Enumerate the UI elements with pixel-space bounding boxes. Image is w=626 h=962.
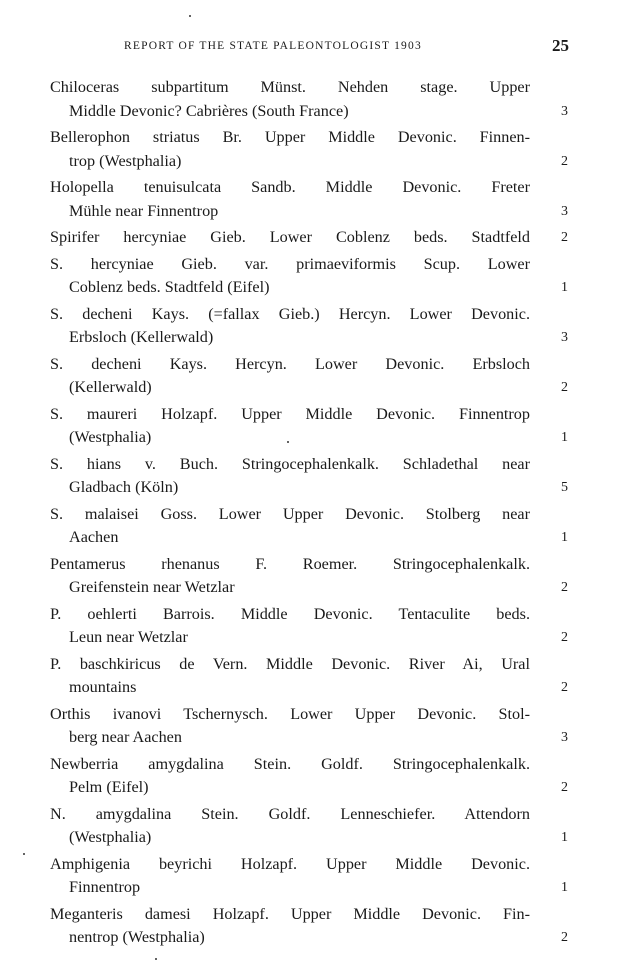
specimen-count: 2	[561, 230, 568, 245]
entry-line-2: Pelm (Eifel)	[69, 778, 149, 796]
entry-line-1: Holopella tenuisulcata Sandb. Middle Devonic. Freter	[50, 178, 530, 196]
list-item	[50, 753, 580, 800]
entry-line-2: (Westphalia)	[69, 828, 152, 846]
list-item	[50, 553, 580, 600]
specimen-count: 2	[561, 930, 568, 945]
specimen-count: 5	[561, 480, 568, 495]
list-item	[50, 853, 580, 900]
entry-line-1: S. malaisei Goss. Lower Upper Devonic. Stolberg near	[50, 504, 530, 523]
entry-line-2: (Kellerwald)	[69, 378, 152, 396]
entry-line-1: Chiloceras subpartitum Münst. Nehden stage. Upper	[50, 78, 530, 96]
list-item	[50, 226, 580, 250]
entry-line-1: Newberria amygdalina Stein. Goldf. Stringocephalenkalk.	[50, 754, 530, 773]
specimen-count: 1	[561, 880, 568, 895]
specimen-count: 3	[561, 103, 568, 119]
entry-line-2: Erbsloch (Kellerwald)	[69, 328, 214, 346]
specimen-list	[50, 76, 580, 953]
specimen-count: 1	[561, 830, 568, 845]
entry-line-1: Pentamerus rhenanus F. Roemer. Stringocephalenkalk.	[50, 554, 530, 573]
entry-line-1: Bellerophon striatus Br. Upper Middle Devonic. Finnen-	[50, 128, 530, 146]
scan-speck	[287, 441, 289, 443]
specimen-count: 2	[561, 380, 568, 395]
entry-line-2: berg near Aachen	[69, 728, 182, 746]
specimen-count: 1	[561, 280, 568, 295]
specimen-count: 2	[561, 780, 568, 795]
entry-line-2: Middle Devonic? Cabrières (South France)	[69, 101, 349, 120]
specimen-count: 1	[561, 530, 568, 545]
running-header: REPORT OF THE STATE PALEONTOLOGIST 1903	[124, 40, 422, 52]
specimen-count: 2	[561, 153, 568, 169]
list-item	[50, 653, 580, 700]
entry-line-2: trop (Westphalia)	[69, 151, 182, 170]
entry-line-1: Amphigenia beyrichi Holzapf. Upper Middle Devonic.	[50, 854, 530, 873]
entry-line-1: Spirifer hercyniae Gieb. Lower Coblenz beds. Stadtfeld	[50, 228, 530, 246]
list-item	[50, 253, 580, 300]
entry-line-2: Coblenz beds. Stadtfeld (Eifel)	[69, 278, 270, 296]
entry-line-2: Finnentrop	[69, 878, 141, 896]
entry-line-1: P. oehlerti Barrois. Middle Devonic. Tentaculite beds.	[50, 604, 530, 623]
entry-line-1: P. baschkiricus de Vern. Middle Devonic. River Ai, Ural	[50, 654, 530, 673]
list-item	[50, 803, 580, 850]
entry-line-2: Gladbach (Köln)	[69, 478, 179, 496]
list-item	[50, 603, 580, 650]
specimen-count: 3	[561, 730, 568, 745]
list-item	[50, 703, 580, 750]
entry-line-2: Leun near Wetzlar	[69, 628, 188, 646]
entry-line-1: S. decheni Kays. (=fallax Gieb.) Hercyn. Lower Devonic.	[50, 304, 530, 323]
entry-line-2: Greifenstein near Wetzlar	[69, 578, 235, 596]
scan-speck	[189, 15, 191, 17]
entry-line-1: S. hians v. Buch. Stringocephalenkalk. Schladethal near	[50, 454, 530, 473]
specimen-count: 3	[561, 203, 568, 219]
scan-speck	[155, 958, 157, 960]
list-item	[50, 76, 580, 123]
entry-line-2: mountains	[69, 678, 137, 696]
specimen-count: 2	[561, 580, 568, 595]
entry-line-1: N. amygdalina Stein. Goldf. Lenneschiefer. Attendorn	[50, 804, 530, 823]
list-item	[50, 403, 580, 450]
specimen-count: 2	[561, 630, 568, 645]
list-item	[50, 503, 580, 550]
list-item	[50, 353, 580, 400]
list-item	[50, 453, 580, 500]
specimen-count: 1	[561, 430, 568, 445]
specimen-count: 3	[561, 330, 568, 345]
specimen-count: 2	[561, 680, 568, 695]
list-item	[50, 903, 580, 950]
list-item	[50, 176, 580, 223]
entry-line-1: S. hercyniae Gieb. var. primaeviformis Scup. Lower	[50, 254, 530, 273]
page-number: 25	[552, 36, 569, 55]
entry-line-1: Orthis ivanovi Tschernysch. Lower Upper Devonic. Stol-	[50, 704, 530, 723]
list-item	[50, 303, 580, 350]
entry-line-1: S. maureri Holzapf. Upper Middle Devonic. Finnentrop	[50, 404, 530, 423]
scan-speck	[23, 853, 25, 855]
entry-line-2: nentrop (Westphalia)	[69, 928, 205, 946]
entry-line-2: Mühle near Finnentrop	[69, 201, 219, 220]
list-item	[50, 126, 580, 173]
entry-line-1: Meganteris damesi Holzapf. Upper Middle Devonic. Fin-	[50, 904, 530, 923]
entry-line-2: (Westphalia)	[69, 428, 152, 446]
entry-line-1: S. decheni Kays. Hercyn. Lower Devonic. Erbsloch	[50, 354, 530, 373]
entry-line-2: Aachen	[69, 528, 119, 546]
